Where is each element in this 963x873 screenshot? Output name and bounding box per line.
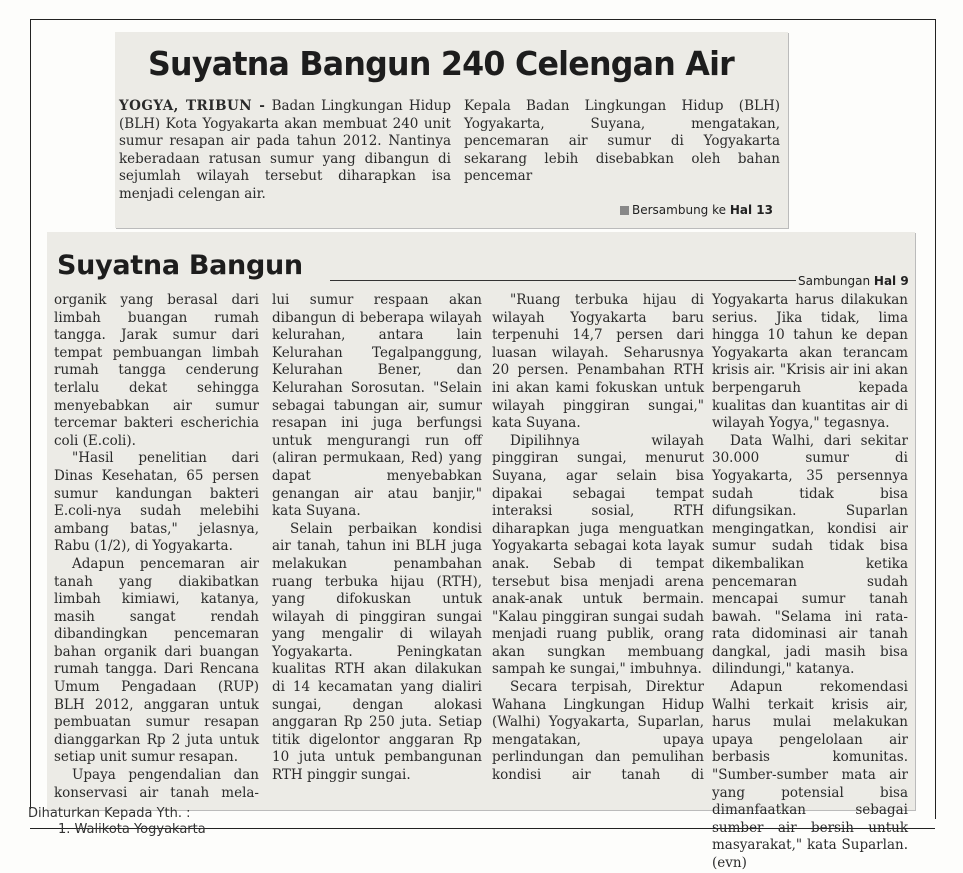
continuation-prefix: Sambungan — [798, 274, 871, 288]
paragraph: Selain perbaikan kondisi air tanah, tahun ini BLH juga melakukan penambahan ruang terbuka hijau (RTH), yang difokuskan untuk wilayah di pinggiran sungai yang mengalir di wilayah Yogyakarta. Peningkatan kualitas RTH akan dilakukan di 14 kecamatan yang dialiri sungai, dengan alokasi anggaran Rp 250 juta. Setiap titik digelontor anggaran Rp 10 juta untuk pembangunan RTH pinggir sungai. — [272, 520, 482, 784]
paragraph: Adapun pencemaran air tanah yang diakibatkan limbah kimiawi, katanya, masih sangat rendah dibandingkan pencemaran bahan organik dari buangan rumah tangga. Dari Rencana Umum Pengadaan (RUP) BLH 2012, anggaran untuk pembuatan sumur resapan dianggarkan Rp 2 juta untuk setiap unit sumur resapan. — [54, 555, 259, 766]
continued-page: Hal 13 — [729, 203, 773, 217]
addressee-item: 1. Walikota Yogyakarta — [58, 822, 206, 837]
addressee-note: Dihaturkan Kepada Yth. : — [28, 806, 191, 821]
paragraph: Secara terpisah, Direktur Wahana Lingkungan Hidup (Walhi) Yogyakarta, Suparlan, mengatakan, upaya perlindungan dan pemulihan kondisi air tanah di — [492, 679, 704, 784]
article-column-3 — [492, 292, 704, 785]
paragraph: Dipilihnya wilayah pinggiran sungai, menurut Suyana, agar selain bisa dipakai sebagai tempat interaksi sosial, RTH diharapkan juga menguatkan Yogyakarta sebagai kota layak anak. Sebab di tempat tersebut bisa menjadi arena anak-anak untuk bermain. "Kalau pinggiran sungai sudah menjadi ruang publik, orang akan sungkan membuang sampah ke sungai," imbuhnya. — [492, 432, 704, 678]
continuation-headline: Suyatna Bangun — [57, 250, 303, 281]
top-col2-text: Kepala Badan Lingkungan Hidup (BLH) Yogyakarta, Suyana, mengatakan, pencemaran air sumur di Yogyakarta sekarang lebih disebabkan oleh bahan pencemar — [464, 98, 780, 185]
paragraph: Upaya pengendalian dan konservasi air tanah mela- — [54, 767, 259, 801]
top-headline: Suyatna Bangun 240 Celengan Air — [148, 44, 735, 83]
article-column-2 — [272, 292, 482, 785]
frame-right-line — [935, 19, 936, 819]
paragraph: organik yang berasal dari limbah buangan rumah tangga. Jarak sumur dari tempat pembuangan limbah rumah tangga cenderung terlalu dekat sehingga menyebabkan air sumur tercemar bakteri escherichia coli (E.coli). — [54, 292, 259, 449]
paragraph: Data Walhi, dari sekitar 30.000 sumur di Yogyakarta, 35 persennya sudah tidak bisa difungsikan. Suparlan mengingatkan, kondisi air sumur sudah tidak bisa dikembalikan ketika pencemaran sudah mencapai sumur tanah bawah. "Selama ini rata-rata didominasi air tanah dangkal, jadi masih bisa dilindungi," katanya. — [712, 432, 908, 678]
paragraph: Yogyakarta harus dilakukan serius. Jika tidak, lima hingga 10 tahun ke depan Yogyakarta akan terancam krisis air. "Krisis air ini akan berpengaruh kepada kualitas dan kuantitas air di wilayah Yogya," tegasnya. — [712, 292, 908, 432]
continuation-label — [798, 274, 909, 288]
article-column-4 — [712, 292, 908, 873]
paragraph: "Hasil penelitian dari Dinas Kesehatan, 65 persen sumur kandungan bakteri E.coli-nya sudah melebihi ambang batas," jelasnya, Rabu (1/2), di Yogyakarta. — [54, 450, 259, 555]
frame-left-line — [30, 19, 31, 809]
headline-rule — [330, 280, 796, 281]
continued-prefix: Bersambung ke — [632, 203, 727, 217]
paragraph: lui sumur respaan akan dibangun di beberapa wilayah kelurahan, antara lain Kelurahan Tegalpanggung, Kelurahan Bener, dan Kelurahan Sorosutan. "Selain sebagai tabungan air, sumur resapan ini juga berfungsi untuk mengurangi run off (aliran permukaan, Red) yang dapat menyebabkan genangan air atau banjir," kata Suyana. — [272, 292, 482, 520]
article-column-1 — [54, 292, 259, 802]
top-article-column-1 — [119, 98, 451, 204]
dateline: YOGYA, TRIBUN - — [119, 98, 266, 114]
paragraph: Adapun rekomendasi Walhi terkait krisis air, harus mulai melakukan upaya pengelolaan air berbasis komunitas. "Sumber-sumber mata air yang potensial bisa dimanfaatkan sebagai sumber air bersih untuk masyarakat," kata Suparlan. (evn) — [712, 679, 908, 871]
continuation-page: Hal 9 — [873, 274, 909, 288]
top-col1-text: Badan Lingkungan Hidup (BLH) Kota Yogyakarta akan membuat 240 unit sumur resapan air pada tahun 2012. Nantinya keberadaan ratusan sumur yang dibangun di sejumlah wilayah tersebut diharapkan isa menjadi celengan air. — [119, 98, 451, 202]
top-article-column-2 — [464, 98, 780, 186]
continued-note — [620, 203, 773, 217]
frame-top-line — [30, 19, 935, 20]
paragraph: "Ruang terbuka hijau di wilayah Yogyakarta baru terpenuhi 14,7 persen dari luasan wilayah. Seharusnya 20 persen. Penambahan RTH ini akan kami fokuskan untuk wilayah pinggiran sungai," kata Suyana. — [492, 292, 704, 432]
square-bullet-icon — [620, 206, 629, 215]
